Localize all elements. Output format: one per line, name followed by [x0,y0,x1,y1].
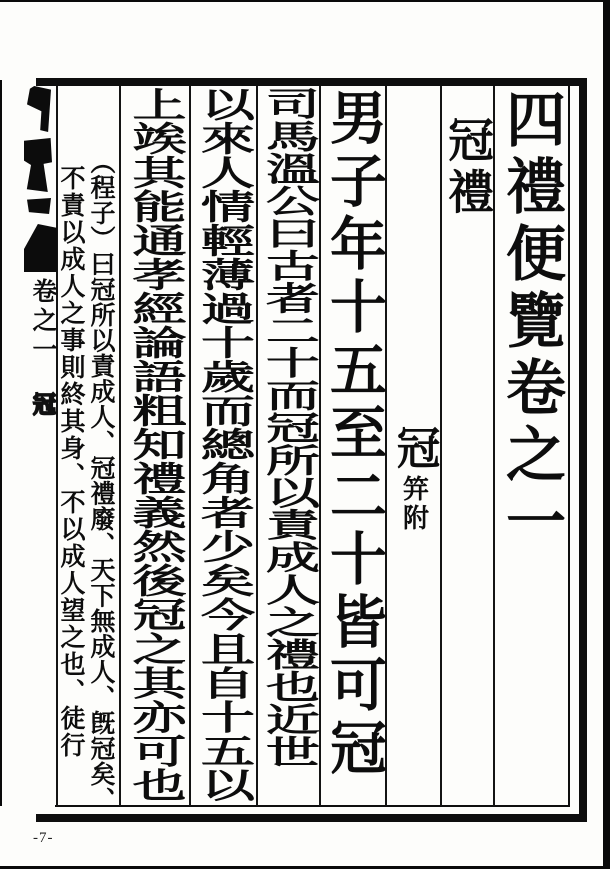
book-title-text: 四禮便覽卷之一 [498,88,564,557]
subsection-heading-text: 冠 [389,425,439,469]
column-main-text-3 [190,87,257,806]
column-main-text-1 [320,88,386,806]
spine-ink-fragment [24,138,52,192]
column-book-title [494,88,568,806]
spine-ink-fragment [27,198,51,214]
column-main-text-4 [120,87,190,806]
main-text-1: 男子年十五至二十皆可冠 [321,88,385,781]
section-heading-text: 冠禮 [442,116,493,220]
frame-border-right-outer [579,78,587,822]
scan-edge-left [0,80,2,806]
frame-border-bottom-outer [36,814,587,822]
page-number: -7- [33,830,54,846]
scan-edge-right [603,0,610,869]
spine-volume-text: 卷之一 [29,278,56,365]
spine-fishtail-mark [24,224,57,272]
frame-border-right-inner [568,86,570,807]
column-section-heading [441,116,493,806]
spine-section-label: 冠 [33,392,56,417]
main-text-2: 司馬溫公曰古者二十而冠所以責成人之禮也近世 [258,87,319,768]
commentary-inner-text: ︵程子︶曰冠所以責成人、冠禮廢、天下無成人、旣冠矣、 [87,149,114,812]
spine-volume-label [30,278,58,365]
frame-border-top [36,78,587,86]
column-subsection [386,152,441,806]
spine-ink-fragment [27,86,51,132]
main-text-4: 上竢其能通孝經論語粗知禮義然後冠之其亦可也 [125,87,185,802]
column-commentary [57,87,120,812]
subsection-note-text: 笄附 [399,475,429,533]
main-text-3: 以來人情輕薄過十歲而總角者少矣今且自十五以 [193,87,254,802]
commentary-line-outer [58,87,88,806]
scan-edge-top [0,0,610,2]
commentary-outer-text: 不責以成人之事則終其身、不以成人望之也、徒行 [57,165,84,759]
column-main-text-2 [257,87,320,806]
commentary-line-inner [87,87,118,812]
